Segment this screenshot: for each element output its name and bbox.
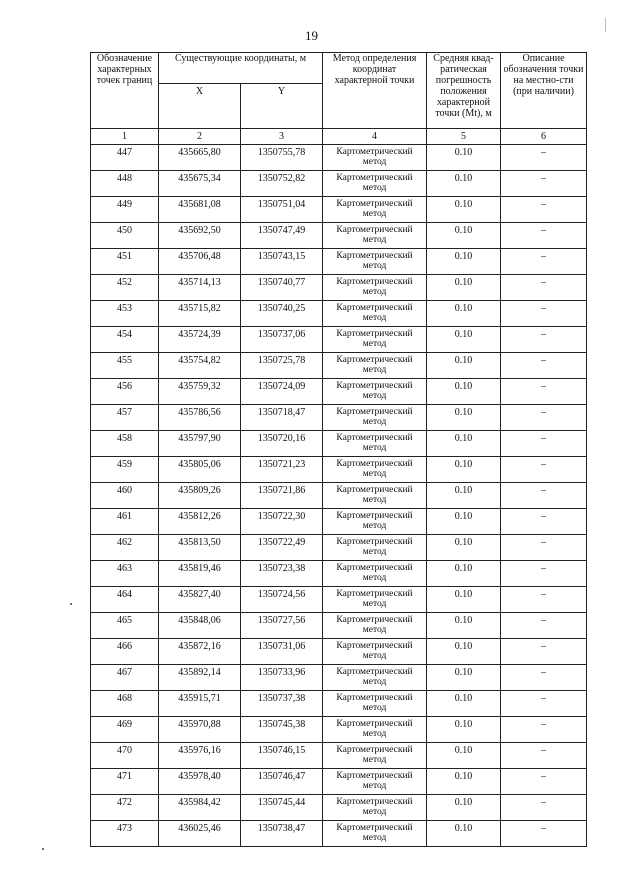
y-coordinate-cell: 1350718,47	[241, 405, 323, 431]
point-id-cell: 466	[91, 639, 159, 665]
y-coordinate-cell: 1350733,96	[241, 665, 323, 691]
header-y: Y	[241, 84, 323, 129]
header-existing-coordinates: Существующие координаты, м	[159, 53, 323, 84]
y-coordinate-cell: 1350723,38	[241, 561, 323, 587]
table-row	[91, 379, 587, 405]
x-coordinate-cell: 435812,26	[159, 509, 241, 535]
column-number: 6	[501, 129, 587, 145]
description-cell: –	[501, 197, 587, 223]
column-number: 3	[241, 129, 323, 145]
point-id-cell: 473	[91, 821, 159, 847]
method-cell: Картометрический метод	[323, 561, 427, 587]
error-cell: 0.10	[427, 613, 501, 639]
error-cell: 0.10	[427, 587, 501, 613]
description-cell: –	[501, 587, 587, 613]
description-cell: –	[501, 743, 587, 769]
description-cell: –	[501, 223, 587, 249]
table-row	[91, 197, 587, 223]
y-coordinate-cell: 1350720,16	[241, 431, 323, 457]
description-cell: –	[501, 405, 587, 431]
method-cell: Картометрический метод	[323, 405, 427, 431]
x-coordinate-cell: 435805,06	[159, 457, 241, 483]
x-coordinate-cell: 435786,56	[159, 405, 241, 431]
table-row	[91, 587, 587, 613]
x-coordinate-cell: 435872,16	[159, 639, 241, 665]
method-cell: Картометрический метод	[323, 483, 427, 509]
point-id-cell: 449	[91, 197, 159, 223]
y-coordinate-cell: 1350738,47	[241, 821, 323, 847]
point-id-cell: 452	[91, 275, 159, 301]
column-number: 4	[323, 129, 427, 145]
header-method: Метод определения координат характерной точки	[323, 53, 427, 129]
description-cell: –	[501, 691, 587, 717]
error-cell: 0.10	[427, 275, 501, 301]
x-coordinate-cell: 435675,34	[159, 171, 241, 197]
x-coordinate-cell: 436025,46	[159, 821, 241, 847]
error-cell: 0.10	[427, 327, 501, 353]
y-coordinate-cell: 1350751,04	[241, 197, 323, 223]
y-coordinate-cell: 1350755,78	[241, 145, 323, 171]
x-coordinate-cell: 435984,42	[159, 795, 241, 821]
description-cell: –	[501, 483, 587, 509]
y-coordinate-cell: 1350752,82	[241, 171, 323, 197]
point-id-cell: 462	[91, 535, 159, 561]
y-coordinate-cell: 1350722,49	[241, 535, 323, 561]
point-id-cell: 468	[91, 691, 159, 717]
error-cell: 0.10	[427, 171, 501, 197]
error-cell: 0.10	[427, 769, 501, 795]
table-row	[91, 821, 587, 847]
description-cell: –	[501, 509, 587, 535]
error-cell: 0.10	[427, 535, 501, 561]
y-coordinate-cell: 1350745,44	[241, 795, 323, 821]
table-row	[91, 457, 587, 483]
point-id-cell: 459	[91, 457, 159, 483]
point-id-cell: 455	[91, 353, 159, 379]
y-coordinate-cell: 1350743,15	[241, 249, 323, 275]
point-id-cell: 460	[91, 483, 159, 509]
x-coordinate-cell: 435813,50	[159, 535, 241, 561]
point-id-cell: 465	[91, 613, 159, 639]
error-cell: 0.10	[427, 353, 501, 379]
error-cell: 0.10	[427, 691, 501, 717]
description-cell: –	[501, 327, 587, 353]
table-row	[91, 769, 587, 795]
y-coordinate-cell: 1350731,06	[241, 639, 323, 665]
error-cell: 0.10	[427, 145, 501, 171]
point-id-cell: 471	[91, 769, 159, 795]
description-cell: –	[501, 795, 587, 821]
x-coordinate-cell: 435819,46	[159, 561, 241, 587]
column-number: 5	[427, 129, 501, 145]
error-cell: 0.10	[427, 301, 501, 327]
method-cell: Картометрический метод	[323, 197, 427, 223]
x-coordinate-cell: 435759,32	[159, 379, 241, 405]
x-coordinate-cell: 435978,40	[159, 769, 241, 795]
table-row	[91, 483, 587, 509]
point-id-cell: 463	[91, 561, 159, 587]
x-coordinate-cell: 435715,82	[159, 301, 241, 327]
error-cell: 0.10	[427, 223, 501, 249]
x-coordinate-cell: 435714,13	[159, 275, 241, 301]
description-cell: –	[501, 431, 587, 457]
table-row	[91, 561, 587, 587]
error-cell: 0.10	[427, 665, 501, 691]
y-coordinate-cell: 1350745,38	[241, 717, 323, 743]
x-coordinate-cell: 435970,88	[159, 717, 241, 743]
error-cell: 0.10	[427, 197, 501, 223]
error-cell: 0.10	[427, 431, 501, 457]
y-coordinate-cell: 1350724,56	[241, 587, 323, 613]
description-cell: –	[501, 171, 587, 197]
table-row	[91, 691, 587, 717]
description-cell: –	[501, 457, 587, 483]
table-row	[91, 795, 587, 821]
column-number: 2	[159, 129, 241, 145]
y-coordinate-cell: 1350721,86	[241, 483, 323, 509]
table-row	[91, 223, 587, 249]
y-coordinate-cell: 1350746,15	[241, 743, 323, 769]
point-id-cell: 464	[91, 587, 159, 613]
scan-speck	[42, 848, 44, 850]
method-cell: Картометрический метод	[323, 717, 427, 743]
method-cell: Картометрический метод	[323, 457, 427, 483]
table-row	[91, 639, 587, 665]
header-description: Описание обозначения точки на местно-сти (при наличии)	[501, 53, 587, 129]
table-row	[91, 613, 587, 639]
table-row	[91, 171, 587, 197]
x-coordinate-cell: 435724,39	[159, 327, 241, 353]
y-coordinate-cell: 1350737,38	[241, 691, 323, 717]
y-coordinate-cell: 1350747,49	[241, 223, 323, 249]
table-row	[91, 327, 587, 353]
x-coordinate-cell: 435915,71	[159, 691, 241, 717]
y-coordinate-cell: 1350740,77	[241, 275, 323, 301]
y-coordinate-cell: 1350727,56	[241, 613, 323, 639]
point-id-cell: 472	[91, 795, 159, 821]
error-cell: 0.10	[427, 509, 501, 535]
point-id-cell: 469	[91, 717, 159, 743]
method-cell: Картометрический метод	[323, 249, 427, 275]
x-coordinate-cell: 435797,90	[159, 431, 241, 457]
point-id-cell: 447	[91, 145, 159, 171]
point-id-cell: 470	[91, 743, 159, 769]
table-row	[91, 275, 587, 301]
error-cell: 0.10	[427, 795, 501, 821]
error-cell: 0.10	[427, 457, 501, 483]
table-row	[91, 249, 587, 275]
method-cell: Картометрический метод	[323, 327, 427, 353]
method-cell: Картометрический метод	[323, 353, 427, 379]
method-cell: Картометрический метод	[323, 223, 427, 249]
error-cell: 0.10	[427, 639, 501, 665]
description-cell: –	[501, 275, 587, 301]
point-id-cell: 448	[91, 171, 159, 197]
x-coordinate-cell: 435692,50	[159, 223, 241, 249]
point-id-cell: 461	[91, 509, 159, 535]
x-coordinate-cell: 435754,82	[159, 353, 241, 379]
method-cell: Картометрический метод	[323, 275, 427, 301]
y-coordinate-cell: 1350722,30	[241, 509, 323, 535]
method-cell: Картометрический метод	[323, 613, 427, 639]
point-id-cell: 467	[91, 665, 159, 691]
method-cell: Картометрический метод	[323, 795, 427, 821]
method-cell: Картометрический метод	[323, 691, 427, 717]
x-coordinate-cell: 435976,16	[159, 743, 241, 769]
x-coordinate-cell: 435681,08	[159, 197, 241, 223]
description-cell: –	[501, 821, 587, 847]
point-id-cell: 453	[91, 301, 159, 327]
error-cell: 0.10	[427, 717, 501, 743]
point-id-cell: 450	[91, 223, 159, 249]
table-row	[91, 353, 587, 379]
header-point-designation: Обозначение характерных точек границ	[91, 53, 159, 129]
y-coordinate-cell: 1350740,25	[241, 301, 323, 327]
column-number: 1	[91, 129, 159, 145]
method-cell: Картометрический метод	[323, 821, 427, 847]
table-row	[91, 405, 587, 431]
method-cell: Картометрический метод	[323, 639, 427, 665]
method-cell: Картометрический метод	[323, 431, 427, 457]
method-cell: Картометрический метод	[323, 587, 427, 613]
y-coordinate-cell: 1350724,09	[241, 379, 323, 405]
error-cell: 0.10	[427, 743, 501, 769]
description-cell: –	[501, 301, 587, 327]
y-coordinate-cell: 1350721,23	[241, 457, 323, 483]
error-cell: 0.10	[427, 249, 501, 275]
method-cell: Картометрический метод	[323, 171, 427, 197]
table-row	[91, 431, 587, 457]
error-cell: 0.10	[427, 405, 501, 431]
description-cell: –	[501, 353, 587, 379]
method-cell: Картометрический метод	[323, 379, 427, 405]
method-cell: Картометрический метод	[323, 535, 427, 561]
table-body	[91, 145, 587, 847]
x-coordinate-cell: 435827,40	[159, 587, 241, 613]
point-id-cell: 454	[91, 327, 159, 353]
header-error: Средняя квад-ратическая погрешность положения характерной точки (Mt), м	[427, 53, 501, 129]
x-coordinate-cell: 435665,80	[159, 145, 241, 171]
table-row	[91, 665, 587, 691]
error-cell: 0.10	[427, 821, 501, 847]
method-cell: Картометрический метод	[323, 145, 427, 171]
point-id-cell: 456	[91, 379, 159, 405]
description-cell: –	[501, 249, 587, 275]
error-cell: 0.10	[427, 379, 501, 405]
point-id-cell: 458	[91, 431, 159, 457]
method-cell: Картометрический метод	[323, 301, 427, 327]
coordinates-table	[90, 52, 587, 847]
x-coordinate-cell: 435892,14	[159, 665, 241, 691]
table-row	[91, 509, 587, 535]
point-id-cell: 457	[91, 405, 159, 431]
y-coordinate-cell: 1350746,47	[241, 769, 323, 795]
page-number: 19	[305, 28, 318, 43]
description-cell: –	[501, 665, 587, 691]
table-row	[91, 743, 587, 769]
error-cell: 0.10	[427, 561, 501, 587]
method-cell: Картометрический метод	[323, 665, 427, 691]
table-row	[91, 145, 587, 171]
description-cell: –	[501, 613, 587, 639]
description-cell: –	[501, 379, 587, 405]
error-cell: 0.10	[427, 483, 501, 509]
x-coordinate-cell: 435706,48	[159, 249, 241, 275]
table-row	[91, 301, 587, 327]
method-cell: Картометрический метод	[323, 509, 427, 535]
table-row	[91, 535, 587, 561]
description-cell: –	[501, 639, 587, 665]
description-cell: –	[501, 145, 587, 171]
x-coordinate-cell: 435848,06	[159, 613, 241, 639]
scan-speck	[70, 603, 72, 605]
method-cell: Картометрический метод	[323, 743, 427, 769]
description-cell: –	[501, 769, 587, 795]
x-coordinate-cell: 435809,26	[159, 483, 241, 509]
header-x: X	[159, 84, 241, 129]
column-numbers-row	[91, 129, 587, 145]
table-row	[91, 717, 587, 743]
y-coordinate-cell: 1350725,78	[241, 353, 323, 379]
point-id-cell: 451	[91, 249, 159, 275]
description-cell: –	[501, 535, 587, 561]
method-cell: Картометрический метод	[323, 769, 427, 795]
y-coordinate-cell: 1350737,06	[241, 327, 323, 353]
description-cell: –	[501, 561, 587, 587]
description-cell: –	[501, 717, 587, 743]
